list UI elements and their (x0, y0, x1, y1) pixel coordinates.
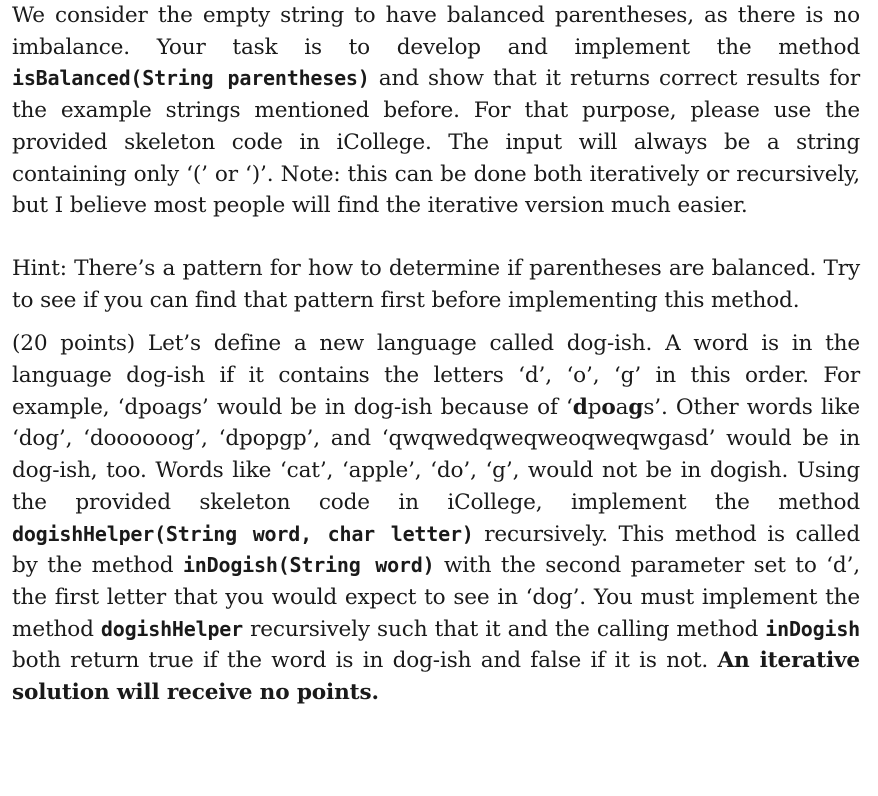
para3-text-a: a (615, 394, 629, 420)
code-isBalanced: isBalanced(String parentheses) (12, 66, 370, 91)
para1-text-2: and show that it returns correct results for the example strings mentioned before. For that purpose, please use the provided skeleton code in iCollege. The input will always be a string containing only ‘(’ or ‘)’. Note: this can be done both iteratively or recursively, but I believe most people will find the iterative version much easier. (12, 66, 860, 219)
document-page (12, 0, 860, 709)
paragraph-balanced-parentheses (12, 0, 860, 222)
hint-text: Hint: There’s a pattern for how to determine if parentheses are balanced. Try to see if you can find that pattern first before implementing this method. (12, 255, 860, 313)
highlight-letter-d: d (572, 394, 588, 420)
code-dogishHelper-signature: dogishHelper(String word, char letter) (12, 521, 474, 546)
para3-text-1: (20 points) Let’s define a new language called dog-ish. A word is in the language dog-ish if it contains the letters ‘d’, ‘o’, ‘g’ in this order. For example, ‘dpoags’ would be in dog-ish because of ‘ (12, 331, 860, 420)
code-dogishHelper: dogishHelper (100, 616, 243, 641)
para3-text-p: p (587, 394, 602, 420)
code-inDogish: inDogish (765, 616, 861, 641)
highlight-letter-o: o (601, 394, 616, 420)
warning-no-iterative: An iterative solution will receive no points. (12, 648, 861, 706)
paragraph-hint (12, 253, 860, 316)
paragraph-dogish (12, 328, 860, 708)
para3-text-4: with the second parameter set to ‘d’, the first letter that you would expect to see in ‘dog’. You must implement the method (12, 553, 860, 642)
para3-text-3: recursively. This method is called by the method (12, 521, 860, 579)
para1-text-1: We consider the empty string to have balanced parentheses, as there is no imbalance. Your task is to develop and implement the method (12, 3, 860, 60)
highlight-letter-g: g (628, 394, 644, 420)
paragraph-gap (12, 316, 860, 328)
para3-text-5: recursively such that it and the calling method (242, 616, 766, 642)
paragraph-gap (12, 222, 860, 253)
para3-text-6: both return true if the word is in dog-ish and false if it is not. (12, 648, 718, 674)
para3-text-2: s’. Other words like ‘dog’, ‘doooooog’, ‘dpopgp’, and ‘qwqwedqweqweoqweqwgasd’ would be in dog-ish, too. Words like ‘cat’, ‘apple’, ‘do’, ‘g’, would not be in dogish. Using the provided skeleton code in iCollege, implement the method (12, 394, 860, 515)
code-inDogish-signature: inDogish(String word) (182, 553, 435, 578)
